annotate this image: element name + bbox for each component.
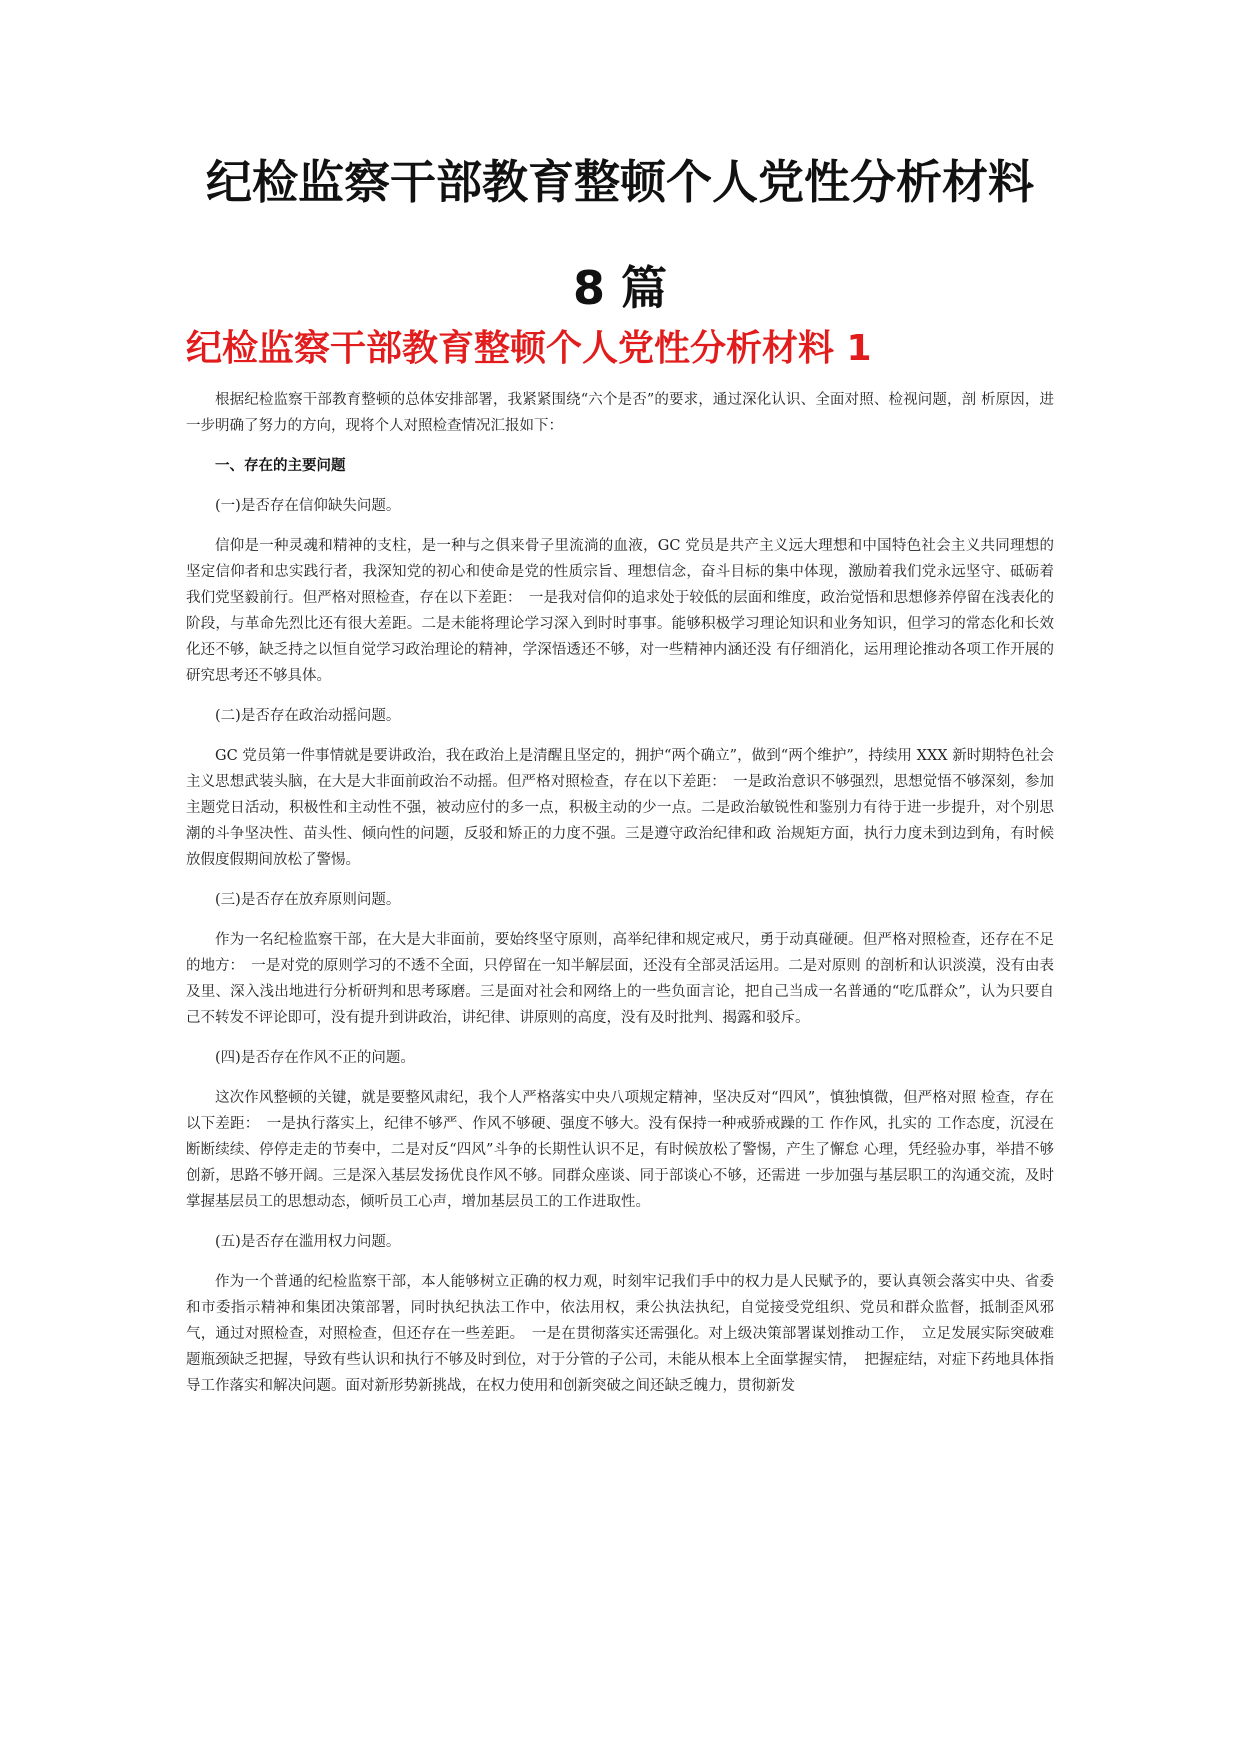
item-heading: (四)是否存在作风不正的问题。 — [215, 1050, 415, 1066]
item-heading: (一)是否存在信仰缺失问题。 — [215, 498, 401, 514]
item-body: 这次作风整顿的关键，就是要整风肃纪，我个人严格落实中央八项规定精神，坚决反对“四风”，慎独慎微，但严格对照 检查，存在以下差距： 一是执行落实上，纪律不够严、作风不够硬、强度不够大。没有保持一种戒骄戒躁的工 作作风，扎实的 工作态度，沉浸在断断续续、停停走走的节奏中，二是对反“四风”斗争的长期性认识不足，有时候放松了警惕，产生了懈怠 心理，凭经验办事，举措不够创新，思路不够开阔。三是深入基层发扬优良作风不够。同群众座谈、同于部谈心不够，还需进 一步加强与基层职工的沟通交流，及时掌握基层员工的思想动态，倾听员工心声，增加基层员工的工作进取性。 — [186, 1090, 1054, 1210]
item-body: 作为一名纪检监察干部，在大是大非面前，要始终坚守原则，高举纪律和规定戒尺，勇于动真碰硬。但严格对照检查，还存在不足的地方： 一是对党的原则学习的不透不全面，只停留在一知半解层面，还没有全部灵活运用。二是对原则 的剖析和认识淡漠，没有由表及里、深入浅出地进行分析研判和思考琢磨。三是面对社会和网络上的一些负面言论，把自己当成一名普通的“吃瓜群众”，认为只要自己不转发不评论即可，没有提升到讲政治，讲纪律、讲原则的高度，没有及时批判、揭露和驳斥。 — [186, 932, 1054, 1026]
document-title: 纪检监察干部教育整顿个人党性分析材料 — [206, 155, 1034, 209]
item-body: 信仰是一种灵魂和精神的支柱，是一种与之俱来骨子里流淌的血液，GC 党员是共产主义远大理想和中国特色社会主义共同理想的坚定信仰者和忠实践行者，我深知党的初心和使命是党的性质宗旨、理想信念，奋斗目标的集中体现，激励着我们党永远坚守、砥砺着我们党坚毅前行。但严格对照检查，存在以下差距： 一是我对信仰的追求处于较低的层面和维度，政治觉悟和思想修养停留在浅表化的阶段，与革命先烈比还有很大差距。二是未能将理论学习深入到时时事事。能够积极学习理论知识和业务知识，但学习的常态化和长效化还不够，缺乏持之以恒自觉学习政治理论的精神，学深悟透还不够，对一些精神内涵还没 有仔细消化，运用理论推动各项工作开展的研究思考还不够具体。 — [186, 538, 1054, 684]
intro-paragraph: 根据纪检监察干部教育整顿的总体安排部署，我紧紧围绕“六个是否”的要求，通过深化认识、全面对照、检视问题，剖 析原因，进一步明确了努力的方向，现将个人对照检查情况汇报如下： — [186, 392, 1054, 434]
item-body: 作为一个普通的纪检监察干部，本人能够树立正确的权力观，时刻牢记我们手中的权力是人民赋予的，要认真领会落实中央、省委和市委指示精神和集团决策部署，同时执纪执法工作中，依法用权，秉公执法执纪，自觉接受党组织、党员和群众监督，抵制歪风邪气，通过对照检查，对照检查，但还存在一些差距。 一是在贯彻落实还需强化。对上级决策部署谋划推动工作， 立足发展实际突破难题瓶颈缺乏把握，导致有些认识和执行不够及时到位，对于分管的子公司，未能从根本上全面掌握实情， 把握症结，对症下药地具体指导工作落实和解决问题。面对新形势新挑战，在权力使用和创新突破之间还缺乏魄力，贯彻新发 — [186, 1274, 1054, 1394]
item-heading: (二)是否存在政治动摇问题。 — [215, 708, 401, 724]
article-body — [186, 387, 1054, 1413]
section-heading: 一、存在的主要问题 — [215, 458, 346, 474]
item-heading: (三)是否存在放弃原则问题。 — [215, 892, 401, 908]
document-title-count: 8 篇 — [572, 261, 668, 315]
item-heading: (五)是否存在滥用权力问题。 — [215, 1234, 401, 1250]
article-heading: 纪检监察干部教育整顿个人党性分析材料 1 — [186, 328, 872, 369]
item-body: GC 党员第一件事情就是要讲政治，我在政治上是清醒且坚定的，拥护“两个确立”，做到“两个维护”，持续用 XXX 新时期特色社会主义思想武装头脑，在大是大非面前政治不动摇。但严格对照检查，存在以下差距： 一是政治意识不够强烈，思想觉悟不够深刻，参加主题党日活动，积极性和主动性不强，被动应付的多一点，积极主动的少一点。二是政治敏锐性和鉴别力有待于进一步提升，对个别思潮的斗争坚决性、苗头性、倾向性的问题，反驳和矫正的力度不强。三是遵守政治纪律和政 治规矩方面，执行力度未到边到角，有时候放假度假期间放松了警惕。 — [186, 748, 1054, 868]
